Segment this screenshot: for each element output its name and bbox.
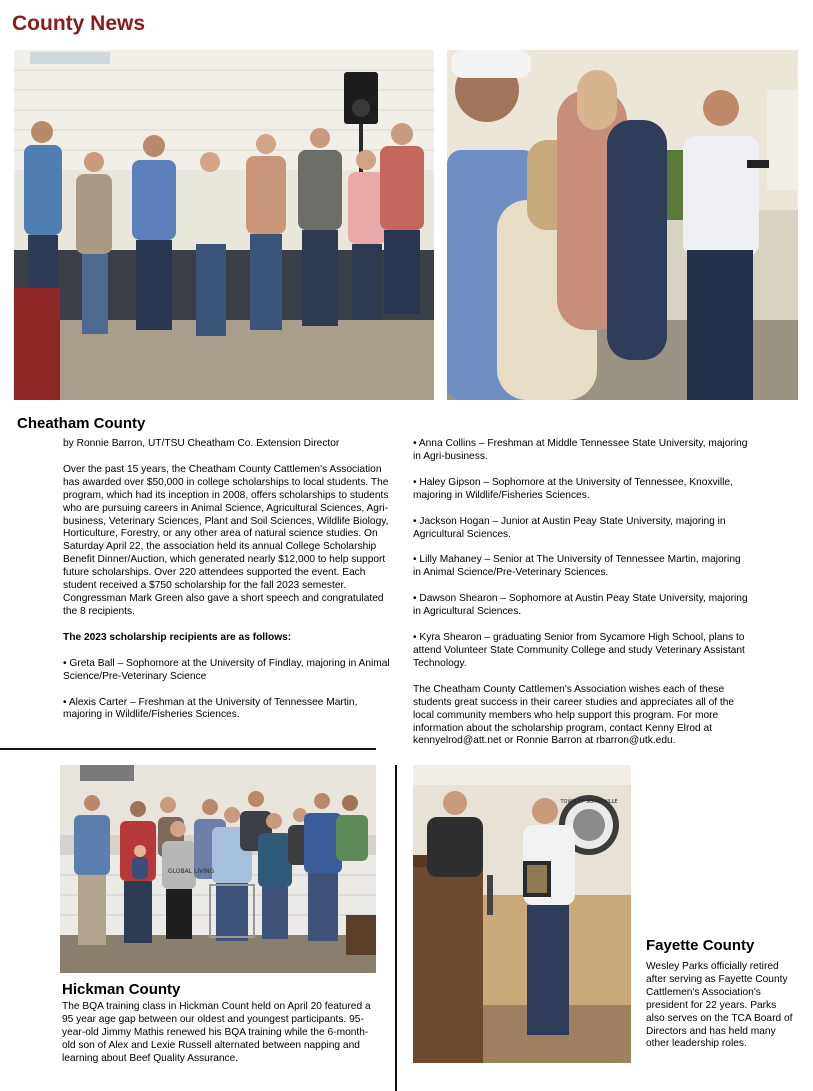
seal-text: TOWN OF SOMERVILLE xyxy=(560,799,618,805)
cheatham-closing: The Cheatham County Cattlemen's Association wishes each of these students great success in their career studies and appreciates all of the local community members who help support this program. For more information about the scholarship program, contact Kenny Elrod at kennyelrod@att.net or Ronnie Barron at rbarron@utk.edu. xyxy=(413,683,735,747)
section-divider xyxy=(0,748,376,750)
cheatham-right-column xyxy=(413,438,749,748)
page-title: County News xyxy=(12,12,146,35)
cheatham-left-column xyxy=(63,438,393,735)
hickman-paragraph: The BQA training class in Hickman Count held on April 20 featured a 95 year age gap between our oldest and youngest participants. 95-year-old Jimmy Mathis renewed his BQA training while the 6-month-old son of Alex and Lexie Russell alternated between napping and learning about Beef Quality Assurance. xyxy=(62,1001,371,1064)
recipient-item: • Alexis Carter – Freshman at the University of Tennessee Martin, majoring in Wildlife/Fisheries Sciences. xyxy=(63,696,358,721)
cheatham-paragraph: Over the past 15 years, the Cheatham County Cattlemen's Association has awarded over $50,000 in college scholarships to local students. The program, which had its inception in 2008, offers scholarships to students who are pursuing careers in Animal Science, Agricultural Sciences, Agri-business, Veterinary Sciences, Plant and Soil Sciences, Wildlife Biology, Horticulture, Forestry, or any other area of natural science studies. On Saturday April 22, the association held its annual College Scholarship Benefit Dinner/Auction, which generated nearly $12,000 to help support future scholarships. Over 220 attendees supported the event. Each student received a $750 scholarship for the fall 2023 semester. Congressman Mark Green also gave a short speech and congratulated the 8 recipients. xyxy=(63,463,389,617)
recipient-item: • Kyra Shearon – graduating Senior from Sycamore High School, plans to attend Volunteer State Community College and study Veterinary Assistant Technology. xyxy=(413,632,745,669)
cheatham-heading: Cheatham County xyxy=(17,415,146,432)
recipient-item: • Jackson Hogan – Junior at Austin Peay State University, majoring in Agricultural Sciences. xyxy=(413,515,726,540)
hickman-group-photo xyxy=(60,765,376,973)
recipient-item: • Dawson Shearon – Sophomore at Austin Peay State University, majoring in Agricultural Sciences. xyxy=(413,593,748,618)
recipients-heading: The 2023 scholarship recipients are as follows: xyxy=(63,631,292,643)
cheatham-group-photo xyxy=(14,50,434,400)
cheatham-speaker-photo xyxy=(447,50,798,400)
recipient-item: • Anna Collins – Freshman at Middle Tennessee State University, majoring in Agri-business. xyxy=(413,438,748,462)
hickman-heading: Hickman County xyxy=(62,981,181,998)
fayette-heading: Fayette County xyxy=(646,937,755,954)
column-divider xyxy=(395,765,397,1091)
recipient-item: • Greta Ball – Sophomore at the University of Findlay, majoring in Animal Science/Pre-Veterinary Science xyxy=(63,657,390,682)
recipient-item: • Lilly Mahaney – Senior at The University of Tennessee Martin, majoring in Animal Science/Pre-Veterinary Sciences. xyxy=(413,554,741,579)
shirt-text: GLOBAL LIVING xyxy=(168,868,215,875)
fayette-photo xyxy=(413,765,631,1063)
recipient-item: • Haley Gipson – Sophomore at the University of Tennessee, Knoxville, majoring in Wildlife/Fisheries Sciences. xyxy=(413,476,733,501)
fayette-paragraph: Wesley Parks officially retired after serving as Fayette County Cattlemen's Association's president for 22 years. Parks also serves on the TCA Board of Directors and has held many other leadership roles. xyxy=(646,961,793,1050)
cheatham-byline: by Ronnie Barron, UT/TSU Cheatham Co. Extension Director xyxy=(63,438,340,449)
